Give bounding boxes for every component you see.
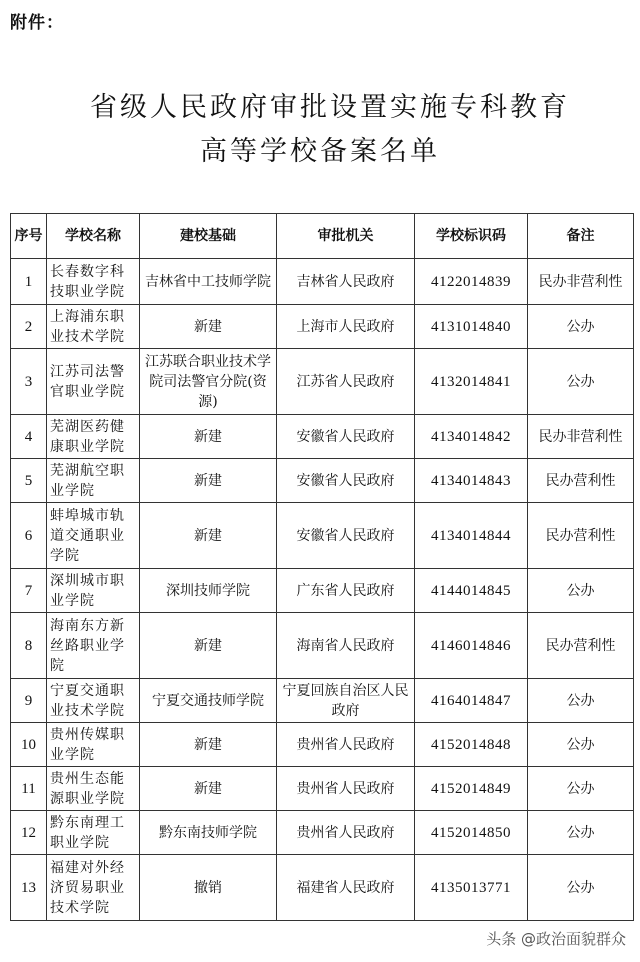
column-header-authority: 审批机关 [277, 214, 415, 259]
school-name-cell: 上海浦东职业技术学院 [47, 305, 140, 349]
school-code-cell: 4135013771 [415, 855, 528, 921]
approving-authority-cell: 上海市人民政府 [277, 305, 415, 349]
remark-cell: 公办 [528, 767, 634, 811]
row-index-cell: 5 [11, 459, 47, 503]
school-name-cell: 芜湖航空职业学院 [47, 459, 140, 503]
founding-basis-cell: 新建 [140, 613, 277, 679]
source-watermark: 头条 @政治面貌群众 [486, 930, 626, 948]
founding-basis-cell: 新建 [140, 723, 277, 767]
remark-cell: 公办 [528, 679, 634, 723]
school-code-cell: 4152014848 [415, 723, 528, 767]
approving-authority-cell: 宁夏回族自治区人民政府 [277, 679, 415, 723]
school-code-cell: 4134014844 [415, 503, 528, 569]
row-index-cell: 8 [11, 613, 47, 679]
school-name-cell: 贵州生态能源职业学院 [47, 767, 140, 811]
row-index-cell: 4 [11, 415, 47, 459]
row-index-cell: 2 [11, 305, 47, 349]
row-index-cell: 10 [11, 723, 47, 767]
school-code-cell: 4152014849 [415, 767, 528, 811]
school-code-cell: 4122014839 [415, 259, 528, 305]
column-header-index: 序号 [11, 214, 47, 259]
approving-authority-cell: 贵州省人民政府 [277, 723, 415, 767]
school-code-cell: 4146014846 [415, 613, 528, 679]
school-code-cell: 4134014843 [415, 459, 528, 503]
row-index-cell: 7 [11, 569, 47, 613]
founding-basis-cell: 撤销 [140, 855, 277, 921]
row-index-cell: 13 [11, 855, 47, 921]
remark-cell: 公办 [528, 723, 634, 767]
remark-cell: 公办 [528, 305, 634, 349]
table-row [11, 767, 634, 811]
school-code-cell: 4152014850 [415, 811, 528, 855]
approving-authority-cell: 贵州省人民政府 [277, 811, 415, 855]
table-header-row [11, 214, 634, 259]
approving-authority-cell: 福建省人民政府 [277, 855, 415, 921]
founding-basis-cell: 新建 [140, 415, 277, 459]
school-code-cell: 4164014847 [415, 679, 528, 723]
founding-basis-cell: 新建 [140, 767, 277, 811]
table-row [11, 569, 634, 613]
remark-cell: 公办 [528, 855, 634, 921]
school-name-cell: 黔东南理工职业学院 [47, 811, 140, 855]
approving-authority-cell: 贵州省人民政府 [277, 767, 415, 811]
founding-basis-cell: 吉林省中工技师学院 [140, 259, 277, 305]
row-index-cell: 6 [11, 503, 47, 569]
school-name-cell: 贵州传媒职业学院 [47, 723, 140, 767]
school-name-cell: 宁夏交通职业技术学院 [47, 679, 140, 723]
table-body [11, 259, 634, 921]
attachment-label: 附件： [10, 13, 64, 33]
row-index-cell: 9 [11, 679, 47, 723]
row-index-cell: 1 [11, 259, 47, 305]
school-name-cell: 深圳城市职业学院 [47, 569, 140, 613]
table-row [11, 723, 634, 767]
founding-basis-cell: 黔东南技师学院 [140, 811, 277, 855]
remark-cell: 公办 [528, 811, 634, 855]
table-row [11, 811, 634, 855]
founding-basis-cell: 新建 [140, 503, 277, 569]
approving-authority-cell: 海南省人民政府 [277, 613, 415, 679]
founding-basis-cell: 新建 [140, 305, 277, 349]
table-row [11, 259, 634, 305]
approving-authority-cell: 吉林省人民政府 [277, 259, 415, 305]
school-name-cell: 长春数字科技职业学院 [47, 259, 140, 305]
school-code-cell: 4144014845 [415, 569, 528, 613]
table-row [11, 679, 634, 723]
school-code-cell: 4132014841 [415, 349, 528, 415]
school-code-cell: 4131014840 [415, 305, 528, 349]
school-roster-table [10, 213, 634, 921]
document-title-line-2: 高等学校备案名单 [200, 136, 440, 167]
approving-authority-cell: 安徽省人民政府 [277, 503, 415, 569]
approving-authority-cell: 安徽省人民政府 [277, 415, 415, 459]
row-index-cell: 3 [11, 349, 47, 415]
column-header-remark: 备注 [528, 214, 634, 259]
remark-cell: 公办 [528, 349, 634, 415]
column-header-code: 学校标识码 [415, 214, 528, 259]
table-row [11, 349, 634, 415]
remark-cell: 民办营利性 [528, 613, 634, 679]
founding-basis-cell: 深圳技师学院 [140, 569, 277, 613]
column-header-basis: 建校基础 [140, 214, 277, 259]
table-row [11, 613, 634, 679]
document-title-line-1: 省级人民政府审批设置实施专科教育 [90, 92, 570, 123]
school-code-cell: 4134014842 [415, 415, 528, 459]
founding-basis-cell: 江苏联合职业技术学院司法警官分院(资源) [140, 349, 277, 415]
approving-authority-cell: 安徽省人民政府 [277, 459, 415, 503]
school-name-cell: 芜湖医药健康职业学院 [47, 415, 140, 459]
row-index-cell: 11 [11, 767, 47, 811]
table-row [11, 415, 634, 459]
table-row [11, 459, 634, 503]
remark-cell: 民办非营利性 [528, 415, 634, 459]
remark-cell: 民办营利性 [528, 459, 634, 503]
table-row [11, 503, 634, 569]
remark-cell: 民办非营利性 [528, 259, 634, 305]
school-name-cell: 福建对外经济贸易职业技术学院 [47, 855, 140, 921]
remark-cell: 公办 [528, 569, 634, 613]
column-header-school-name: 学校名称 [47, 214, 140, 259]
school-name-cell: 江苏司法警官职业学院 [47, 349, 140, 415]
approving-authority-cell: 广东省人民政府 [277, 569, 415, 613]
remark-cell: 民办营利性 [528, 503, 634, 569]
school-name-cell: 蚌埠城市轨道交通职业学院 [47, 503, 140, 569]
founding-basis-cell: 宁夏交通技师学院 [140, 679, 277, 723]
table-row [11, 855, 634, 921]
row-index-cell: 12 [11, 811, 47, 855]
school-name-cell: 海南东方新丝路职业学院 [47, 613, 140, 679]
approving-authority-cell: 江苏省人民政府 [277, 349, 415, 415]
founding-basis-cell: 新建 [140, 459, 277, 503]
table-row [11, 305, 634, 349]
